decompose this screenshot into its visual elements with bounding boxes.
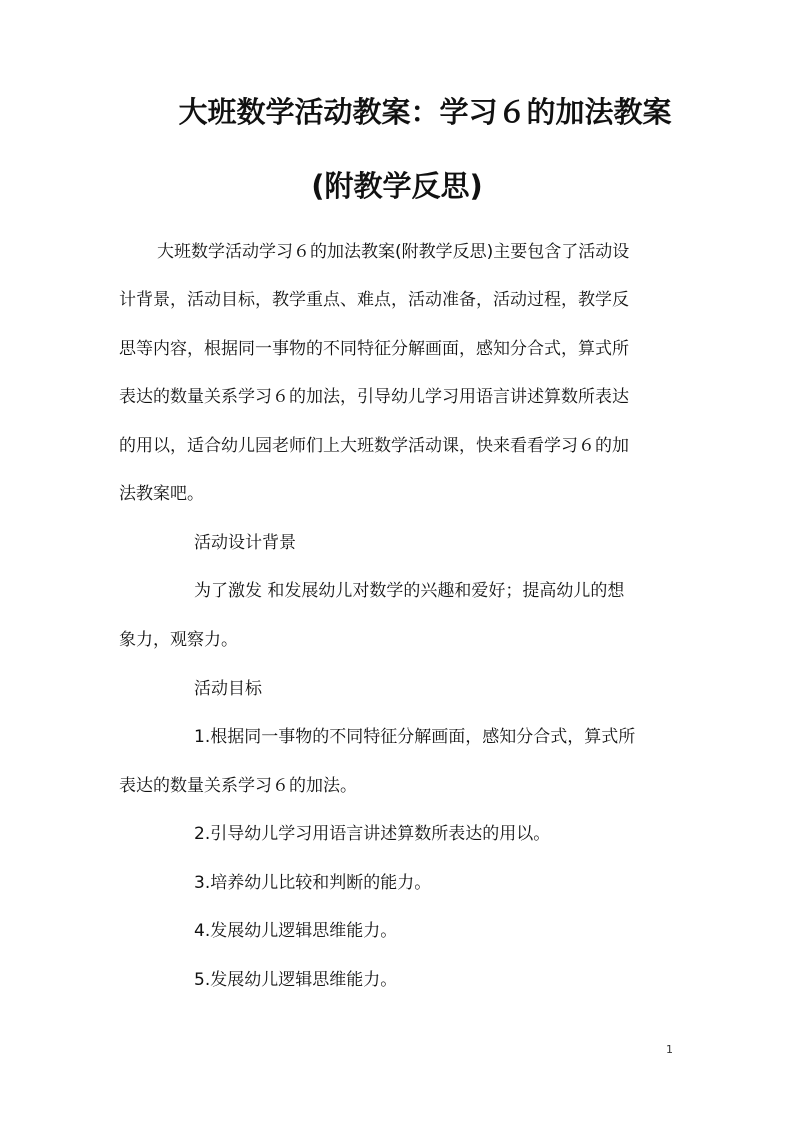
intro-line-1: 大班数学活动学习６的加法教案(附教学反思)主要包含了活动设 bbox=[157, 242, 630, 262]
background-line-1: 为了激发 和发展幼儿对数学的兴趣和爱好；提高幼儿的想 bbox=[194, 581, 625, 601]
goal-4: 4.发展幼儿逻辑思维能力。 bbox=[194, 921, 398, 941]
intro-line-6: 法教案吧。 bbox=[119, 484, 204, 504]
section-goals-heading: 活动目标 bbox=[194, 679, 262, 699]
goal-2: 2.引导幼儿学习用语言讲述算数所表达的用以。 bbox=[194, 824, 551, 844]
background-line-2: 象力，观察力。 bbox=[119, 630, 238, 650]
goal-1-line-2: 表达的数量关系学习６的加法。 bbox=[119, 776, 357, 796]
goal-5: 5.发展幼儿逻辑思维能力。 bbox=[194, 970, 398, 990]
intro-line-5: 的用以，适合幼儿园老师们上大班数学活动课，快来看看学习６的加 bbox=[119, 436, 629, 456]
goal-1-line-1: 1.根据同一事物的不同特征分解画面，感知分合式，算式所 bbox=[194, 727, 636, 747]
document-title-line1: 大班数学活动教案：学习６的加法教案 bbox=[178, 95, 672, 129]
goal-3: 3.培养幼儿比较和判断的能力。 bbox=[194, 873, 432, 893]
intro-line-2: 计背景，活动目标，教学重点、难点，活动准备，活动过程，教学反 bbox=[119, 290, 629, 310]
document-title-line2: (附教学反思) bbox=[311, 169, 483, 203]
intro-line-4: 表达的数量关系学习６的加法，引导幼儿学习用语言讲述算数所表达 bbox=[119, 387, 629, 407]
intro-line-3: 思等内容，根据同一事物的不同特征分解画面，感知分合式，算式所 bbox=[119, 339, 629, 359]
section-background-heading: 活动设计背景 bbox=[194, 533, 296, 553]
page-number: 1 bbox=[666, 1043, 673, 1056]
